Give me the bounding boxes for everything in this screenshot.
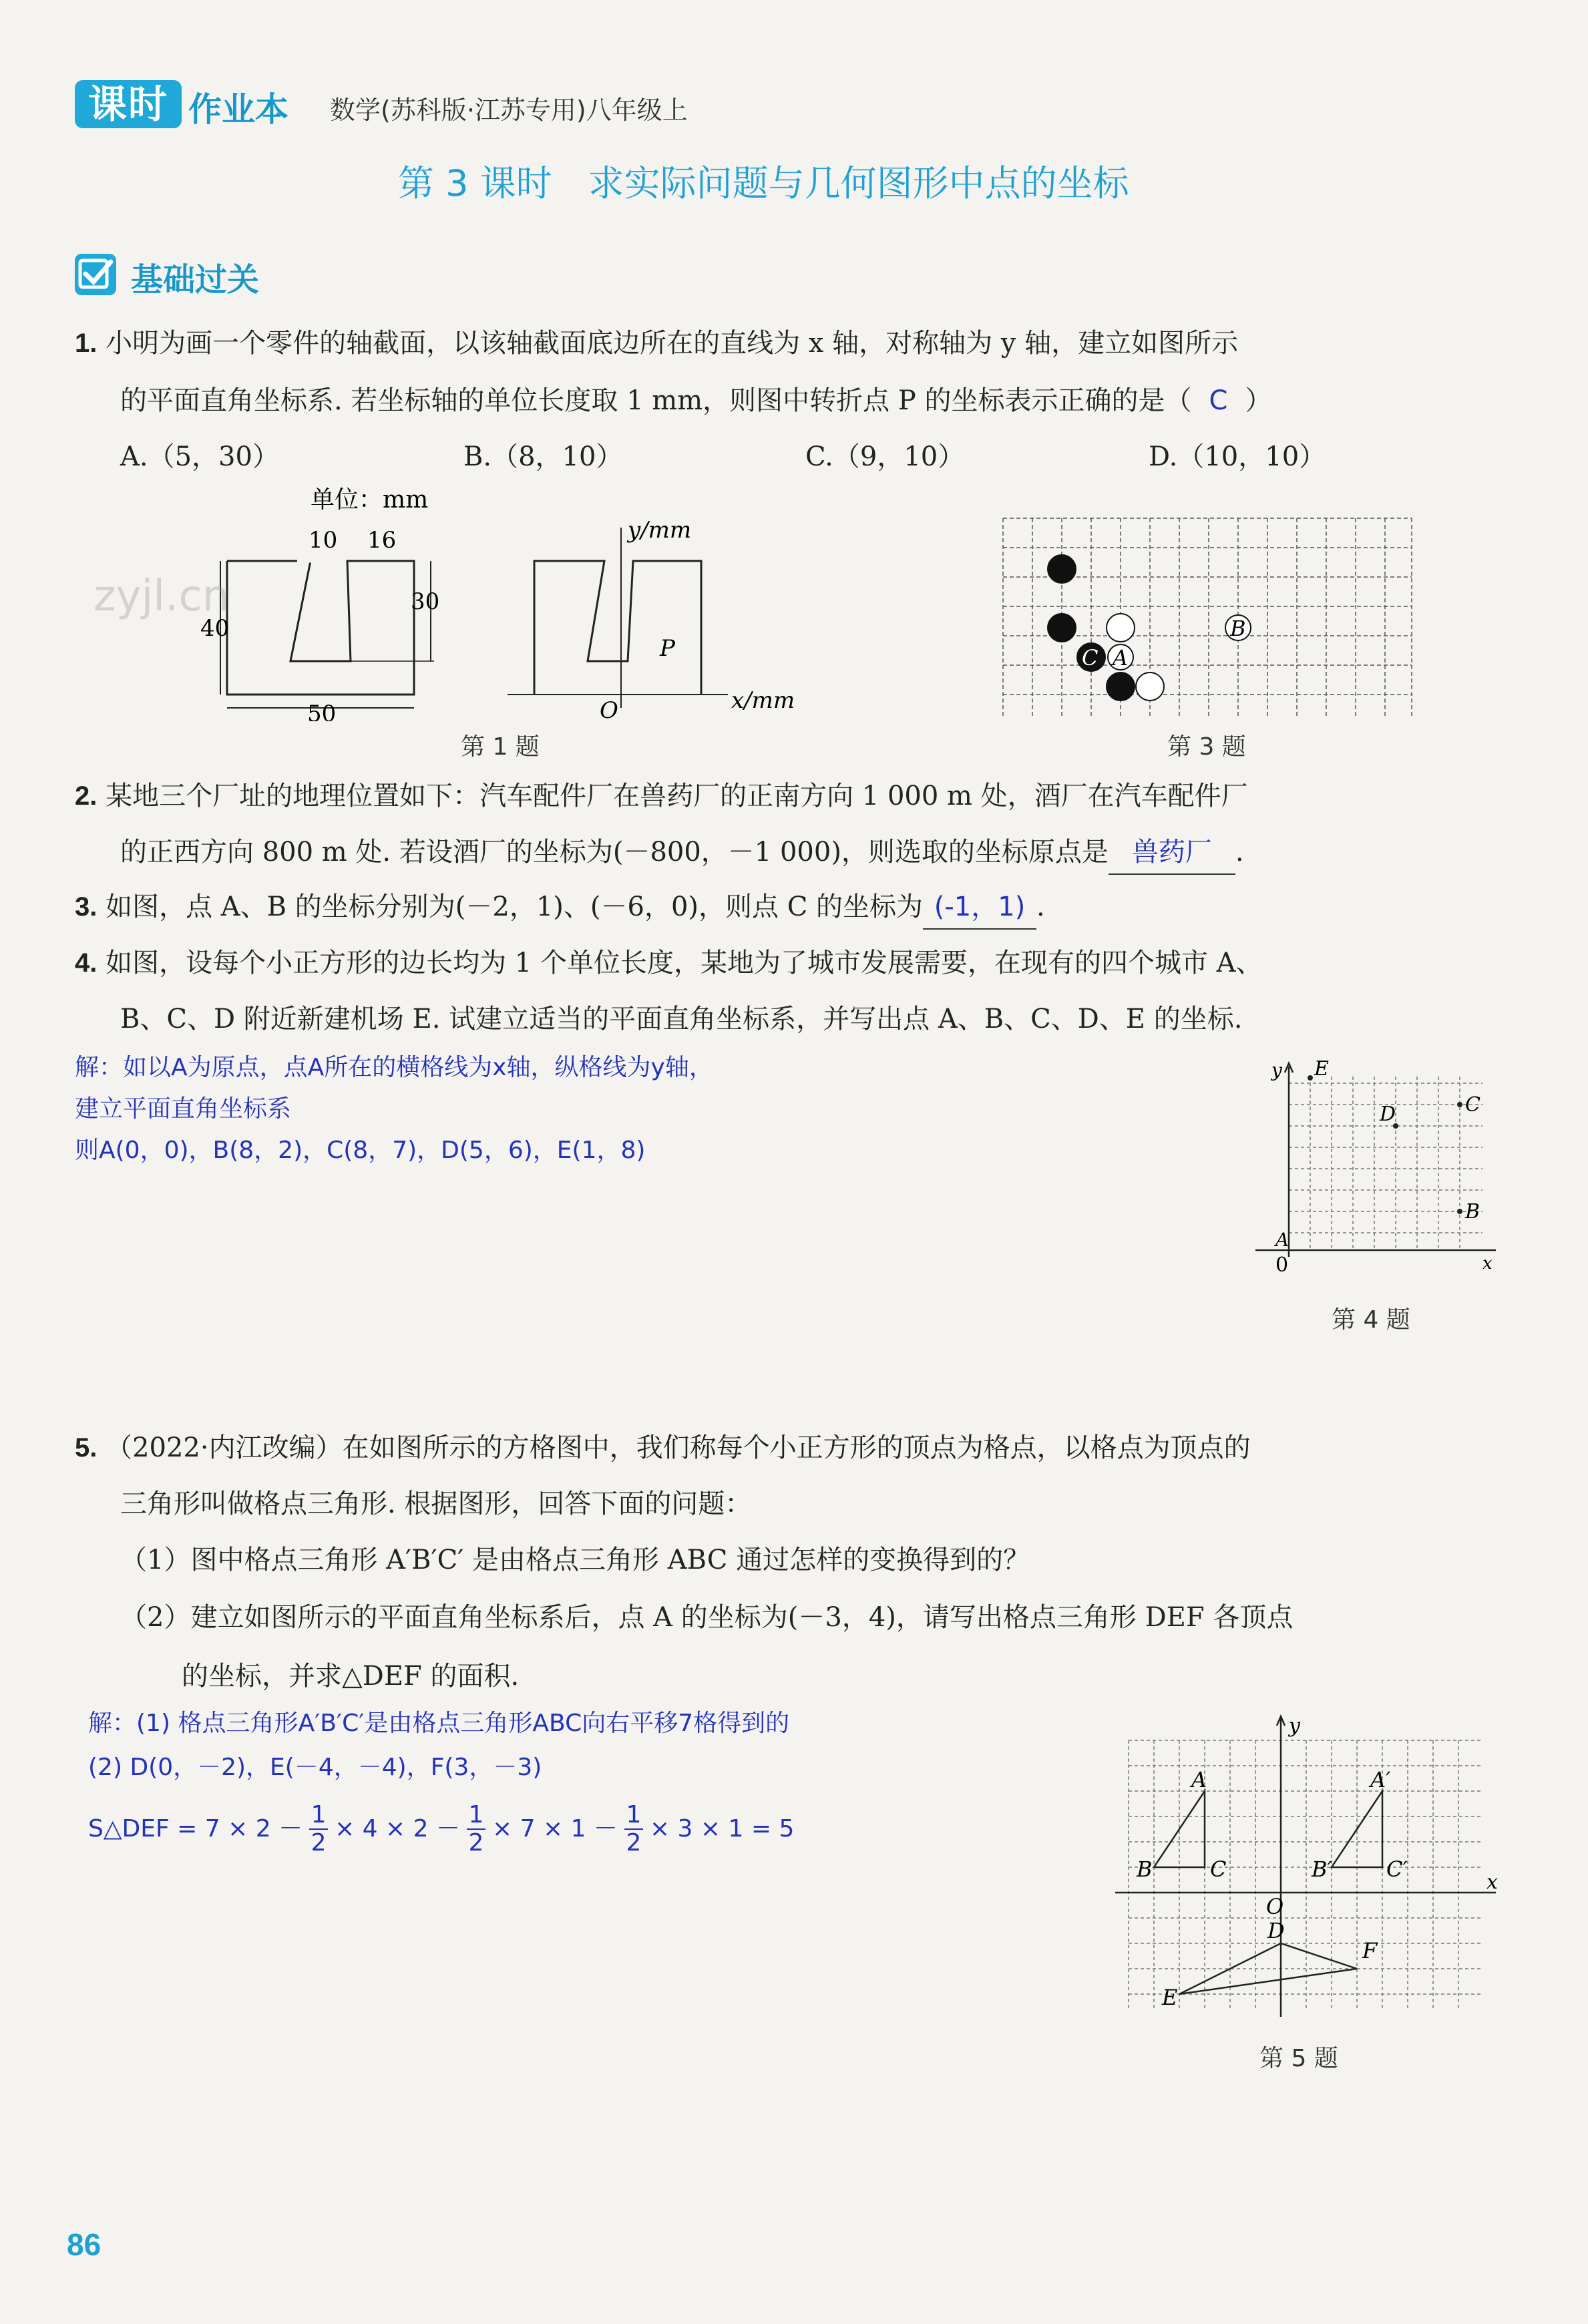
figure-4-caption: 第 4 题 [1332, 1306, 1410, 1334]
section-title: 基础过关 [131, 261, 260, 299]
point-e-label: E [1162, 1985, 1178, 2010]
point-c-label: C [1465, 1093, 1480, 1117]
checkmark-icon [75, 254, 116, 295]
answer-text: 建立平面直角坐标系 [75, 1095, 292, 1123]
fraction-numerator: 1 [311, 1801, 327, 1828]
point-e-label: E [1314, 1057, 1329, 1081]
formula-part: S△DEF = 7 × 2 － [88, 1815, 303, 1843]
fraction-denominator: 2 [311, 1829, 327, 1857]
point-b-prime-label: B′ [1312, 1857, 1332, 1882]
point-b-label: B [1230, 616, 1246, 641]
question-number: 2. [75, 781, 97, 811]
origin-label: 0 [1275, 1253, 1289, 1277]
point-a-label: A [1113, 645, 1129, 670]
answer-text: 解：(1) 格点三角形A′B′C′是由格点三角形ABC向右平移7格得到的 [88, 1710, 790, 1737]
dim-label: 16 [367, 527, 397, 554]
question-text: 的正西方向 800 m 处. 若设酒厂的坐标为(－800，－1 000)，则选取的坐标原点是 [120, 837, 1109, 867]
black-stone [1048, 614, 1076, 642]
formula-part: × 3 × 1 = 5 [649, 1815, 795, 1843]
watermark: zyjl.cn [93, 572, 230, 621]
page-number: 86 [67, 2227, 102, 2262]
point-c-dot [1457, 1102, 1462, 1107]
figure-4-grid [1249, 1056, 1503, 1284]
x-axis-label: x/mm [731, 687, 795, 714]
fraction-numerator: 1 [468, 1801, 484, 1828]
answer-text: (2) D(0，－2)，E(－4，－4)，F(3，－3) [88, 1754, 542, 1781]
fraction-half [624, 1802, 643, 1857]
question-5 [75, 1426, 1544, 1469]
question-text: . [1235, 837, 1244, 867]
question-text: 小明为画一个零件的轴截面，以该轴截面底边所在的直线为 x 轴，对称轴为 y 轴，建立如图所示 [106, 328, 1239, 359]
point-b-label: B [1137, 1857, 1153, 1882]
question-number: 3. [75, 892, 97, 922]
question-number: 4. [75, 948, 97, 978]
unit-label: 单位：mm [311, 488, 429, 514]
question-4-line2: B、C、D 附近新建机场 E. 试建立适当的平面直角坐标系，并写出点 A、B、C、D、E 的坐标. [120, 1004, 1243, 1034]
x-axis-label: x [1486, 1871, 1498, 1894]
point-b-dot [1457, 1209, 1462, 1214]
answer-choice: C [1209, 385, 1228, 416]
question-5-line2: 三角形叫做格点三角形. 根据图形，回答下面的问题： [120, 1489, 752, 1519]
question-4 [75, 942, 1544, 984]
question-5-part2: （2）建立如图所示的平面直角坐标系后，点 A 的坐标为(－3，4)，请写出格点三角形 DEF 各顶点 [120, 1602, 1294, 1633]
point-c-label: C [1210, 1857, 1227, 1882]
question-1 [75, 322, 1511, 365]
point-c-label: C [1082, 645, 1099, 670]
figure-1-caption: 第 1 题 [461, 733, 540, 761]
part-cross-section [220, 561, 434, 708]
fraction-denominator: 2 [468, 1829, 484, 1857]
figure-3-board [998, 512, 1418, 723]
question-2 [75, 775, 1531, 817]
point-b-label: B [1465, 1200, 1480, 1223]
question-5-part1: （1）图中格点三角形 A′B′C′ 是由格点三角形 ABC 通过怎样的变换得到的？ [120, 1545, 1030, 1575]
figure-5-grid [1109, 1710, 1509, 2023]
fraction-half [309, 1802, 328, 1857]
y-axis-label: y [1271, 1059, 1282, 1081]
fraction-numerator: 1 [626, 1801, 642, 1828]
question-3 [75, 886, 1531, 930]
point-a-label: A [1275, 1229, 1289, 1251]
dim-label: 10 [309, 527, 338, 554]
question-5-part2-line2: 的坐标，并求△DEF 的面积. [182, 1661, 520, 1692]
answer-text: 解：如以A为原点，点A所在的横格线为x轴，纵格线为y轴， [75, 1054, 713, 1081]
lesson-title: 第 3 课时 求实际问题与几何图形中点的坐标 [398, 162, 1129, 204]
question-2-line2 [120, 831, 1523, 875]
point-c-prime-label: C′ [1386, 1857, 1408, 1882]
white-stone [1136, 672, 1164, 701]
brand-subtitle: 作业本 [188, 90, 288, 129]
point-a-label: A [1191, 1767, 1207, 1792]
point-a-prime-label: A′ [1370, 1767, 1391, 1792]
question-number: 1. [75, 329, 97, 358]
question-text: 某地三个厂址的地理位置如下：汽车配件厂在兽药厂的正南方向 1 000 m 处，酒厂在汽车配件厂 [106, 781, 1248, 811]
question-text: 如图，设每个小正方形的边长均为 1 个单位长度，某地为了城市发展需要，在现有的四个城市 A、 [106, 948, 1263, 978]
answer-blank: 兽药厂 [1109, 831, 1235, 875]
option-b: B.（8，10） [463, 441, 623, 472]
origin-label: O [600, 697, 618, 721]
fraction-denominator: 2 [626, 1829, 642, 1857]
question-text: （2022·内江改编）在如图所示的方格图中，我们称每个小正方形的顶点为格点，以格点为顶点的 [106, 1432, 1251, 1463]
point-d-label: D [1267, 1918, 1285, 1943]
figure-5-caption: 第 5 题 [1259, 2045, 1338, 2072]
question-number: 5. [75, 1433, 97, 1463]
white-stone [1107, 614, 1135, 642]
book-subject: 数学(苏科版·江苏专用)八年级上 [330, 95, 688, 125]
answer-blank: (-1，1) [923, 886, 1036, 930]
option-d: D.（10，10） [1149, 441, 1326, 472]
y-axis-label: y/mm [628, 517, 692, 544]
origin-label: O [1266, 1894, 1284, 1919]
formula-part: × 7 × 1 － [492, 1815, 618, 1843]
formula-part: × 4 × 2 － [335, 1815, 460, 1843]
brand-logo: 课时 [75, 80, 182, 128]
black-stone [1048, 555, 1076, 583]
question-text: . [1036, 892, 1045, 922]
answer-text: 则A(0，0)，B(8，2)，C(8，7)，D(5，6)，E(1，8) [75, 1137, 646, 1164]
option-c: C.（9，10） [805, 441, 965, 472]
point-e-dot [1308, 1075, 1313, 1081]
point-d-label: D [1380, 1103, 1396, 1126]
option-a: A.（5，30） [120, 441, 279, 472]
point-f-label: F [1362, 1938, 1378, 1963]
dim-label: 30 [411, 588, 440, 615]
figure-1 [200, 488, 815, 721]
black-stone [1107, 672, 1135, 701]
question-text: 如图，点 A、B 的坐标分别为(－2，1)、(－6，0)，则点 C 的坐标为 [106, 892, 924, 922]
point-p-label: P [660, 635, 675, 662]
question-text: 的平面直角坐标系. 若坐标轴的单位长度取 1 mm，则图中转折点 P 的坐标表示正确的是（ [120, 385, 1192, 416]
question-1-line2 [120, 379, 1523, 422]
dim-label: 50 [307, 701, 337, 721]
question-text: ） [1245, 385, 1272, 416]
fraction-half [467, 1802, 485, 1857]
dim-label: 40 [200, 615, 230, 642]
y-axis-label: y [1289, 1714, 1300, 1738]
x-axis-label: x [1482, 1253, 1493, 1274]
area-formula [88, 1792, 794, 1866]
figure-3-caption: 第 3 题 [1167, 733, 1246, 761]
